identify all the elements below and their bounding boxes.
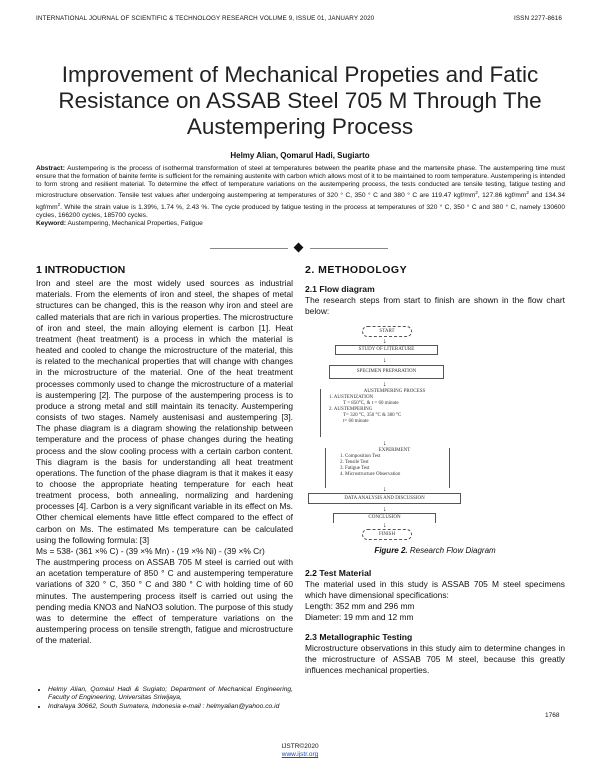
flow-start: START bbox=[362, 326, 412, 337]
authors: Helmy Alian, Qomarul Hadi, Sugiarto bbox=[230, 151, 370, 160]
methodology-heading: 2. METHODOLOGY bbox=[305, 264, 408, 276]
flow-specimen: SPECIMEN PREPARATION bbox=[329, 365, 444, 379]
flow-diagram-heading: 2.1 Flow diagram bbox=[305, 284, 375, 295]
flow-finish: FINISH bbox=[362, 529, 412, 540]
diameter-spec: Diameter: 19 mm and 12 mm bbox=[305, 612, 414, 623]
keywords: Austempering, Mechanical Properties, Fatigue bbox=[66, 219, 203, 227]
metallographic-heading: 2.3 Metallographic Testing bbox=[305, 631, 413, 642]
footnote: • Indralaya 30662, South Sumatera, Indonesia e-mail : helmyalian@yahoo.co.id bbox=[48, 703, 293, 711]
flow-literature: STUDY OF LITERATURE bbox=[335, 345, 438, 355]
flow-data-analysis: DATA ANALYSIS AND DISCUSSION bbox=[308, 493, 461, 504]
intro-paragraph-2: The austmpering process on ASSAB 705 M steel is carried out with an acetation temperature of 850 ° C and austempering temperature variations of 320 ° C, 350 ° C and 380 ° C with holding time of 60 minutes. The austempering process itself is carried out using the pending media KNO3 and NaNO3 solution. The purpose of this study was to determine the effect of temperature variations on the austempering process on tensile strength, fatigue and microstructure of the material. bbox=[36, 557, 293, 646]
paper-title: Improvement of Mechanical Propeties and Fatic Resistance on ASSAB Steel 705 M Through The Austempering Process bbox=[58, 62, 542, 139]
right-column: 2. METHODOLOGY 2.1 Flow diagram The research steps from start to finish are shown in the flow chart below: START ↓ STUDY OF LITERATURE ↓ SPECIMEN PREPARATION ↓ AUSTEMPERING PROCESS 1. AUSTENIZATION T = 850°C, & t = 60 minute 2. AUSTEMPERING T= 320 °C, 350 °C & 380 °C t= 60 minute ↓ EXPERIMENT 1. Composition Test 2. Tensile Test 3. Fatigue Test 4. Microstructure Observation ↓ DATA ANALYSIS AND DISCUSSION ↓ CONCLUSION ↓ FINISH Figure 2. Research Flow Diagram 2.2 Test Material The material used in this study is ASSAB 705 M steel specimens which have dimensional specifications: Length: 352 mm and 296 mm Diameter: 19 mm and 12 mm 2.3 Metallographic Testing Microstructure observations in this study aim to determine changes in the microstructure of ASSAB 705 M steel, because this greatly influences mechanical properties. bbox=[305, 264, 565, 676]
section-divider bbox=[210, 244, 390, 252]
journal-link[interactable]: www.ijstr.org bbox=[281, 751, 319, 758]
test-material-heading: 2.2 Test Material bbox=[305, 567, 372, 578]
intro-paragraph: Iron and steel are the most widely used sources as industrial materials. From the elements of iron and steel, the shapes of metal structures can be changed, this is the reason why iron and steel are called materials that are rich in various properties. The microstructure of iron and steel, the main alloying element is carbon [1]. Heat treatment (heat treatment) is a process in which the material is heated and cooled to change the microstructure of the material, this is related to the mechanical properties that will change with changes in the microstructure of the material. One of the heat treatment processes commonly used to change the microstructure of a material is austempering [2]. The purpose of the austempering process is to produce a strong metal and still maintain its tenacity. Austempering consists of two stages. Namely austenisasi and austempering [3]. The phase diagram is a diagram showing the relationship between temperature and the process of phase changes during the heating process and the slow cooling process with a certain carbon content. This diagram is the basis for understanding all heat treatment operations. The function of the phase diagram is that it makes it easy to choose the appropriate heating temperature for each heat treatment process, both annealing, normalizing and hardening processes [4]. Carbon is a very significant variable in its effect on Ms. Other chemical elements have little effect compared to the effect of carbon on Ms. The estimated Ms temperature can be calculated using the following formula: [3] bbox=[36, 278, 293, 545]
copyright: IJSTR©2020 bbox=[281, 743, 319, 750]
footnote: • Helmy Alian, Qomaul Hadi & Sugiato; Department of Mechanical Engineering, Faculty of Engineering, Universitas Sriwijaya, bbox=[48, 686, 293, 703]
footnotes bbox=[36, 686, 293, 711]
flow-austempering: AUSTEMPERING PROCESS 1. AUSTENIZATION T = 850°C, & t = 60 minute 2. AUSTEMPERING T= 320 °C, 350 °C & 380 °C t= 60 minute bbox=[320, 389, 460, 437]
journal-header: INTERNATIONAL JOURNAL OF SCIENTIFIC & TECHNOLOGY RESEARCH VOLUME 9, ISSUE 01, JANUARY 2020 bbox=[36, 15, 375, 22]
issn: ISSN 2277-8616 bbox=[514, 15, 562, 22]
intro-heading: 1 INTRODUCTION bbox=[36, 264, 126, 276]
keyword-label: Keyword: bbox=[36, 219, 67, 227]
figure-caption: Figure 2. Research Flow Diagram bbox=[374, 545, 496, 555]
ms-formula: Ms = 538- (361 ×% C) - (39 ×% Mn) - (19 ×% Ni) - (39 ×% Cr) bbox=[36, 545, 265, 556]
left-column bbox=[36, 265, 293, 646]
length-spec: Length: 352 mm and 296 mm bbox=[305, 601, 415, 612]
flow-conclusion: CONCLUSION bbox=[333, 513, 436, 523]
flow-chart: START ↓ STUDY OF LITERATURE ↓ SPECIMEN PREPARATION ↓ AUSTEMPERING PROCESS 1. AUSTENIZATION T = 850°C, & t = 60 minute 2. AUSTEMPERING T= 320 °C, 350 °C & 380 °C t= 60 minute ↓ EXPERIMENT 1. Composition Test 2. Tensile Test 3. Fatigue Test 4. Microstructure Observation ↓ DATA ANALYSIS AND DISCUSSION ↓ CONCLUSION ↓ FINISH bbox=[305, 326, 565, 541]
abstract: Abstract: Austempering is the process of isothermal transformation of steel at temperatures between the pearlite phase and the martensite phase. The austempering time must ensure that the formation of bainite ferrite is sufficient for the remaining austenite with carbon which allows most of it to be maintained to room temperature. Austempering is intended to form strong and resilient material. To determine the effect of temperature variations on the austempering process, the tests conducted are tensile testing, fatigue testing and microstructure observation. Tensile test values after undergoing austempering at temperatures of 320 ° C, 350 ° C and 380 ° C are 119.47 kgf/$mm^2$, 127.86 kgf/$mm^2$ and 134.34 kgf/$mm^2$. While the strain value is 1.39%, 1.74 %, 2.43 %. The cycle produced by fatigue testing in the process at temperatures of 320 ° C, 350 ° C and 380 ° C, namely 130600 cycles, 166200 cycles, 185700 cycles. Keyword: Austempering, Mechanical Properties, Fatigue bbox=[36, 165, 565, 227]
footer bbox=[0, 743, 600, 759]
abstract-label: Abstract: bbox=[36, 165, 65, 172]
page-number: 1768 bbox=[545, 712, 560, 719]
flow-experiment: EXPERIMENT 1. Composition Test 2. Tensile Test 3. Fatigue Test 4. Microstructure Observation bbox=[325, 448, 450, 488]
